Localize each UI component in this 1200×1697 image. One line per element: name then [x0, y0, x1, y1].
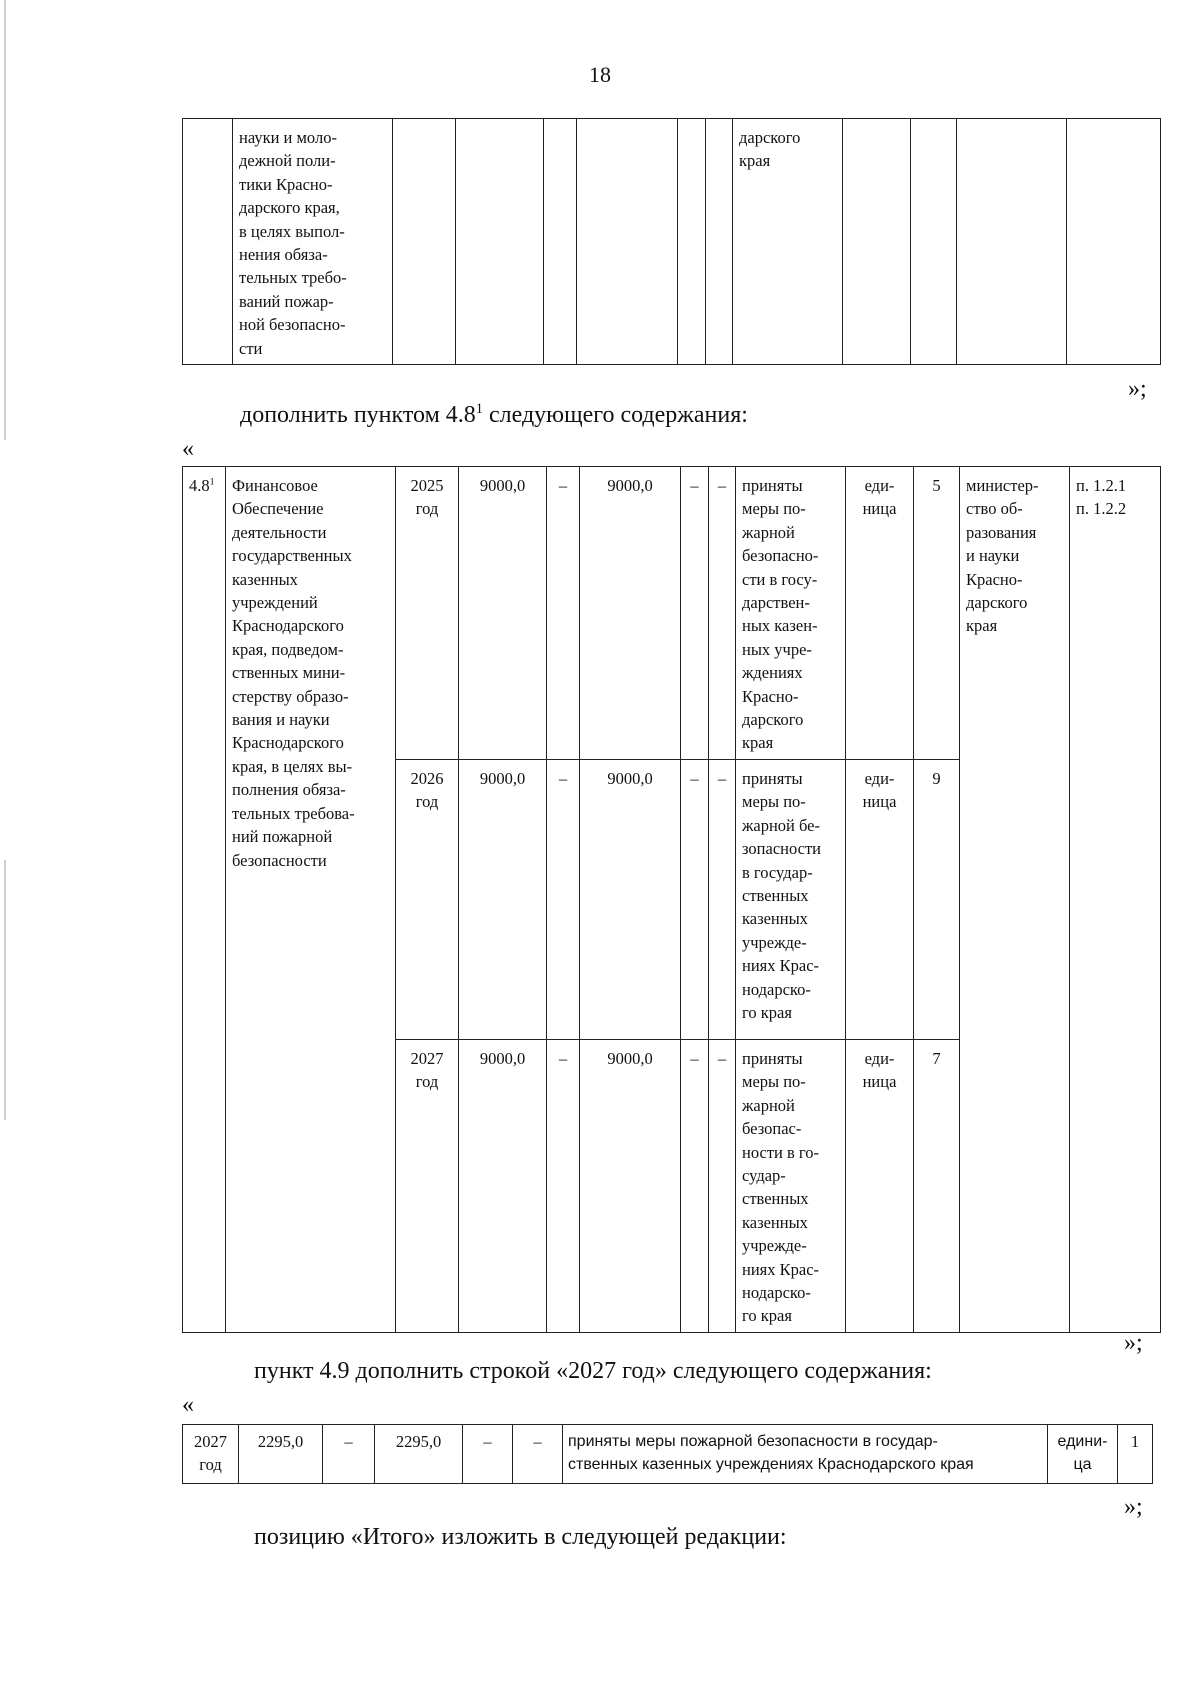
- close-quote: »;: [1128, 376, 1147, 402]
- total-cell: 9000,0: [459, 759, 547, 1039]
- responsible-cell: министер- ство об- разования и науки Красно- дарского края: [960, 467, 1070, 1333]
- year-cell: 2027 год: [396, 1039, 459, 1332]
- item-description: Финансовое Обеспечение деятельности государственных казенных учреждений Краснодарского края, подведом- ственных мини- стерству образо- вания и науки Краснодарского края, в целях вы- полнения обяза- тельных требова- ний пожарной безопасности: [226, 467, 396, 1333]
- scan-edge-mark: [4, 860, 6, 1120]
- total-cell: 9000,0: [459, 467, 547, 760]
- result-cell: приняты меры по- жарной безопасно- сти в госу- дарствен- ных казен- ных учре- ждениях Красно- дарского края: [736, 467, 846, 760]
- references-cell: п. 1.2.1 п. 1.2.2: [1070, 467, 1161, 1333]
- table-item-4-8-1: [182, 466, 1161, 1333]
- close-quote: »;: [1124, 1330, 1143, 1356]
- table-row: [183, 1425, 1153, 1484]
- result-cell: дарского края: [733, 119, 843, 365]
- instruction-sup: 1: [475, 401, 483, 417]
- other-cell: –: [709, 759, 736, 1039]
- federal-cell: –: [547, 759, 580, 1039]
- regional-cell: 9000,0: [580, 1039, 681, 1332]
- instruction-total: позицию «Итого» изложить в следующей редакции:: [254, 1524, 787, 1550]
- total-cell: 2295,0: [239, 1425, 323, 1484]
- regional-cell: 9000,0: [580, 759, 681, 1039]
- unit-cell: едини- ца: [1048, 1425, 1118, 1484]
- federal-cell: –: [547, 467, 580, 760]
- value-cell: 9: [914, 759, 960, 1039]
- year-cell: 2026 год: [396, 759, 459, 1039]
- table-continuation: [182, 118, 1161, 365]
- local-cell: –: [681, 467, 709, 760]
- federal-cell: –: [323, 1425, 375, 1484]
- table-row: [183, 119, 1161, 365]
- instruction-add-item: [240, 402, 748, 429]
- unit-cell: еди- ница: [846, 467, 914, 760]
- federal-cell: –: [547, 1039, 580, 1332]
- year-cell: 2027 год: [183, 1425, 239, 1484]
- regional-cell: 9000,0: [580, 467, 681, 760]
- instruction-add-row: пункт 4.9 дополнить строкой «2027 год» следующего содержания:: [254, 1358, 932, 1384]
- total-cell: 9000,0: [459, 1039, 547, 1332]
- local-cell: –: [681, 1039, 709, 1332]
- result-cell: приняты меры пожарной безопасности в государ- ственных казенных учреждениях Краснодарского края: [563, 1425, 1048, 1484]
- value-cell: 5: [914, 467, 960, 760]
- local-cell: –: [681, 759, 709, 1039]
- local-cell: –: [463, 1425, 513, 1484]
- open-quote: «: [182, 436, 194, 462]
- year-cell: 2025 год: [396, 467, 459, 760]
- close-quote: »;: [1124, 1494, 1143, 1520]
- table-item-4-9-row: [182, 1424, 1153, 1484]
- result-cell: приняты меры по- жарной бе- зопасности в государ- ственных казенных учрежде- ниях Крас- нодарско- го края: [736, 759, 846, 1039]
- page-number: 18: [589, 62, 611, 87]
- value-cell: 7: [914, 1039, 960, 1332]
- value-cell: 1: [1118, 1425, 1153, 1484]
- other-cell: –: [513, 1425, 563, 1484]
- other-cell: –: [709, 1039, 736, 1332]
- open-quote: «: [182, 1392, 194, 1418]
- result-cell: приняты меры по- жарной безопас- ности в го- судар- ственных казенных учрежде- ниях Крас- нодарско- го края: [736, 1039, 846, 1332]
- unit-cell: еди- ница: [846, 759, 914, 1039]
- regional-cell: 2295,0: [375, 1425, 463, 1484]
- unit-cell: еди- ница: [846, 1039, 914, 1332]
- item-number-cell: $4.8^1$: [183, 467, 226, 1333]
- other-cell: –: [709, 467, 736, 760]
- instruction-rest: следующего содержания:: [482, 402, 748, 428]
- table-row: [183, 467, 1161, 760]
- instruction-text: дополнить пунктом 4.8: [240, 402, 476, 428]
- description-cell: науки и моло- дежной поли- тики Красно- дарского края, в целях выпол- нения обяза- тельных требо- ваний пожар- ной безопасно- сти: [233, 119, 393, 365]
